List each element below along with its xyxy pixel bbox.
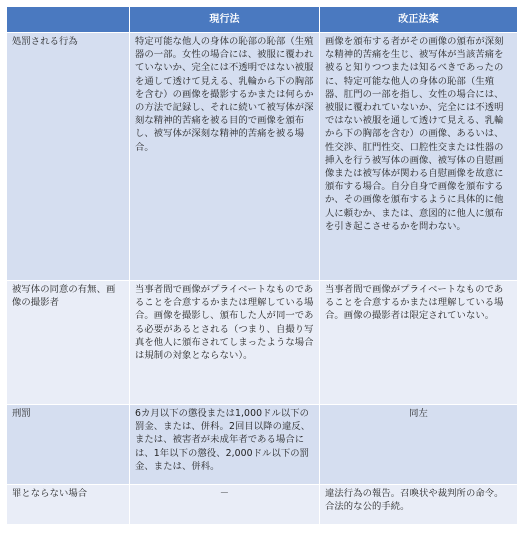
comparison-document [6,6,517,525]
row-label: 処罰される行為 [7,33,130,281]
table-row [7,33,518,281]
revised-bill-cell: 同左 [320,405,518,485]
current-law-cell: 特定可能な他人の身体の恥部の恥部（生殖器の一部。女性の場合には、被服に覆われていないか、完全には不透明ではない被服を通して透けて見える、乳輪から下の胸部を含む）の画像を撮影するかまたは何らかの方法で記録し、それに続いて被写体が深刻な精神的苦痛を被る目的で画像を頒布し、被写体が深刻な精神的苦痛を被る場合。 [130,33,320,281]
revised-bill-cell: 当事者間で画像がプライベートなものであることを合意するかまたは理解している場合。画像の撮影者は限定されていない。 [320,281,518,405]
table-row [7,281,518,405]
header-current-law: 現行法 [130,7,320,33]
revised-bill-cell: 違法行為の報告。召喚状や裁判所の命令。合法的な公的手続。 [320,485,518,525]
current-law-cell: 当事者間で画像がプライベートなものであることを合意するかまたは理解している場合。画像を撮影し、頒布した人が同一である必要があるとされる（つまり、自撮り写真を他人に頒布されてしまったような場合は規制の対象とならない）。 [130,281,320,405]
current-law-cell: 6カ月以下の懲役または1,000ドル以下の罰金、または、併科。2回目以降の違反、または、被害者が未成年者である場合には、1年以下の懲役、2,000ドル以下の罰金、または、併科。 [130,405,320,485]
revised-bill-cell: 画像を頒布する者がその画像の頒布が深刻な精神的苦痛を生じ、被写体が当該苦痛を被ると知りつつまたは知るべきであったのに、特定可能な他人の身体の恥部（生殖器、肛門の一部を指し、女性の場合には、被服に覆われていないか、完全には不透明ではない被服を通して透けて見える、乳輪から下の胸部を含む）の画像、あるいは、性交渉、肛門性交、口腔性交または性器の挿入を行う被写体の画像、被写体の自慰画像または被写体が関わる自慰画像を故意に頒布する場合。自分自身で画像を頒布するか、その画像を頒布するように具体的に他人に頼むか、または、意図的に他人に頒布を引き起こさせるかを問わない。 [320,33,518,281]
header-blank [7,7,130,33]
row-label: 刑罰 [7,405,130,485]
row-label: 被写体の同意の有無、画像の撮影者 [7,281,130,405]
header-row [7,7,518,33]
law-comparison-table [6,6,518,525]
current-law-cell: － [130,485,320,525]
row-label: 罪とならない場合 [7,485,130,525]
header-revised-bill: 改正法案 [320,7,518,33]
table-row [7,405,518,485]
table-row [7,485,518,525]
